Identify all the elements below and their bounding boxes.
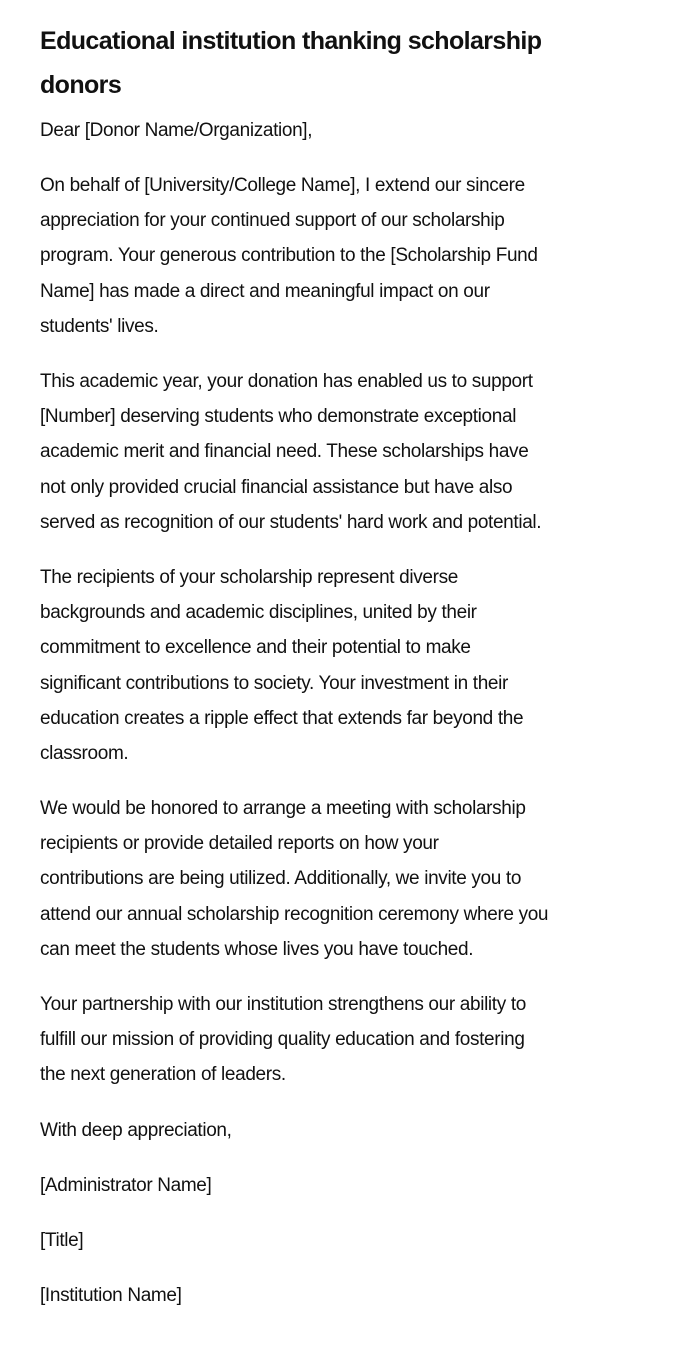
text-line: We would be honored to arrange a meeting with scholarship — [40, 798, 526, 819]
signature-title-text: [Title] — [40, 1230, 84, 1251]
text-line: classroom. — [40, 743, 129, 765]
closing — [40, 1113, 660, 1148]
text-line: contributions are being utilized. Additionally, we invite you to — [40, 868, 522, 890]
signature-name-text: [Administrator Name] — [40, 1175, 212, 1196]
paragraph-impact — [40, 364, 660, 540]
title-line: Educational institution thanking scholarship — [40, 27, 542, 55]
signature-name — [40, 1168, 660, 1203]
paragraph-partnership — [40, 987, 660, 1093]
text-line: Your partnership with our institution strengthens our ability to — [40, 994, 526, 1015]
text-line: commitment to excellence and their potential to make — [40, 637, 471, 659]
signature-institution-text: [Institution Name] — [40, 1285, 182, 1306]
signature-title — [40, 1223, 660, 1258]
text-line: [Number] deserving students who demonstrate exceptional — [40, 406, 517, 428]
salutation — [40, 113, 660, 148]
text-line: program. Your generous contribution to the [Scholarship Fund — [40, 245, 538, 267]
text-line: significant contributions to society. Your investment in their — [40, 672, 508, 694]
closing-text: With deep appreciation, — [40, 1120, 232, 1141]
title-line: donors — [40, 71, 122, 99]
text-line: This academic year, your donation has enabled us to support — [40, 371, 533, 392]
letter-title — [40, 19, 660, 107]
text-line: backgrounds and academic disciplines, united by their — [40, 602, 477, 624]
text-line: the next generation of leaders. — [40, 1064, 286, 1086]
paragraph-gratitude — [40, 168, 660, 344]
text-line: fulfill our mission of providing quality education and fostering — [40, 1029, 525, 1051]
text-line: not only provided crucial financial assistance but have also — [40, 476, 513, 498]
text-line: students' lives. — [40, 315, 159, 337]
text-line: attend our annual scholarship recognition ceremony where you — [40, 903, 549, 925]
paragraph-recipients — [40, 560, 660, 771]
text-line: appreciation for your continued support of our scholarship — [40, 210, 505, 232]
text-line: education creates a ripple effect that extends far beyond the — [40, 707, 524, 729]
signature-institution — [40, 1278, 660, 1313]
salutation-text: Dear [Donor Name/Organization], — [40, 120, 313, 141]
text-line: Name] has made a direct and meaningful impact on our — [40, 280, 490, 302]
text-line: can meet the students whose lives you have touched. — [40, 938, 474, 960]
text-line: academic merit and financial need. These scholarships have — [40, 441, 529, 463]
text-line: served as recognition of our students' hard work and potential. — [40, 511, 542, 533]
text-line: The recipients of your scholarship represent diverse — [40, 567, 458, 588]
text-line: recipients or provide detailed reports on how your — [40, 833, 439, 855]
paragraph-invitation — [40, 791, 660, 967]
text-line: On behalf of [University/College Name], I extend our sincere — [40, 175, 525, 196]
